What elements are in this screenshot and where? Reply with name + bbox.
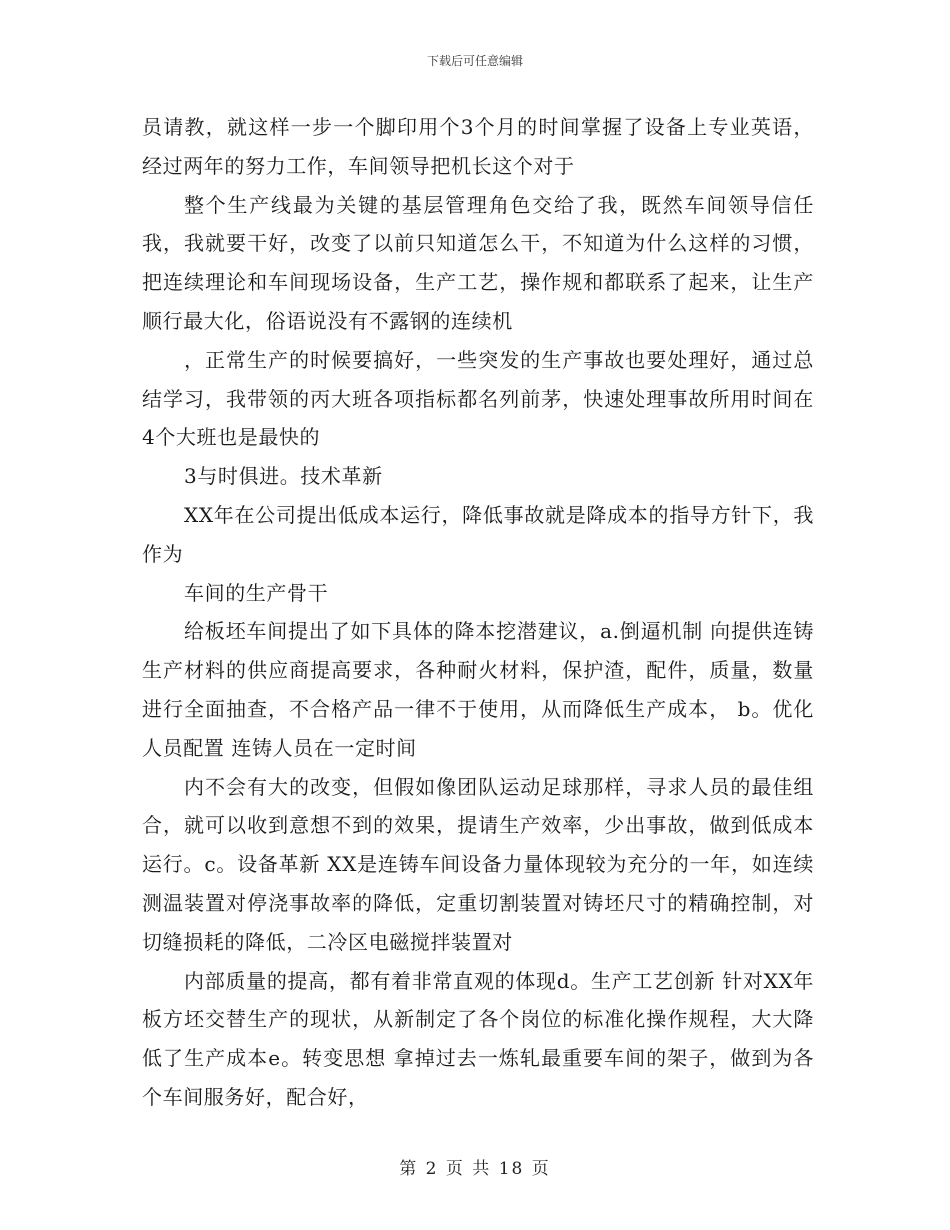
document-body — [142, 108, 814, 1117]
page-number-footer: 第 2 页 共 18 页 — [399, 1159, 551, 1179]
paragraph-8: 内不会有大的改变，但假如像团队运动足球那样，寻求人员的最佳组合，就可以收到意想不到的效果，提请生产效率，少出事故，做到低成本运行。c。设备革新 XX是连铸车间设备力量体现较为充分的一年，如连续测温装置对停浇事故率的降低，定重切割装置对铸坯尺寸的精确控制，对切缝损耗的降低，二冷区电磁搅拌装置对 — [142, 774, 814, 954]
paragraph-9: 内部质量的提高，都有着非常直观的体现d。生产工艺创新 针对XX年板方坯交替生产的现状，从新制定了各个岗位的标准化操作规程，大大降低了生产成本e。转变思想 拿掉过去一炼轧最重要车间的架子，做到为各个车间服务好，配合好， — [142, 968, 814, 1109]
paragraph-2: 整个生产线最为关键的基层管理角色交给了我，既然车间领导信任我，我就要干好，改变了以前只知道怎么干，不知道为什么这样的习惯，把连续理论和车间现场设备，生产工艺，操作规和都联系了起来，让生产顺行最大化，俗语说没有不露钢的连续机 — [142, 192, 814, 333]
paragraph-7: 给板坯车间提出了如下具体的降本挖潜建议，a.倒逼机制 向提供连铸生产材料的供应商提高要求，各种耐火材料，保护渣，配件，质量，数量进行全面抽查，不合格产品一律不于使用，从而降低生产成本， b。优化人员配置 连铸人员在一定时间 — [142, 619, 814, 760]
paragraph-5: XX年在公司提出低成本运行，降低事故就是降成本的指导方针下，我作为 — [142, 502, 814, 566]
paragraph-4: 3与时俱进。技术革新 — [184, 464, 383, 489]
paragraph-1: 员请教，就这样一步一个脚印用个3个月的时间掌握了设备上专业英语，经过两年的努力工作，车间领导把机长这个对于 — [142, 115, 814, 178]
paragraph-6: 车间的生产骨干 — [184, 580, 329, 605]
page-header: 下载后可任意编辑 — [426, 54, 523, 68]
paragraph-3: ，正常生产的时候要搞好，一些突发的生产事故也要处理好，通过总结学习，我带领的丙大班各项指标都名列前茅，快速处理事故所用时间在4个大班也是最快的 — [142, 347, 814, 450]
